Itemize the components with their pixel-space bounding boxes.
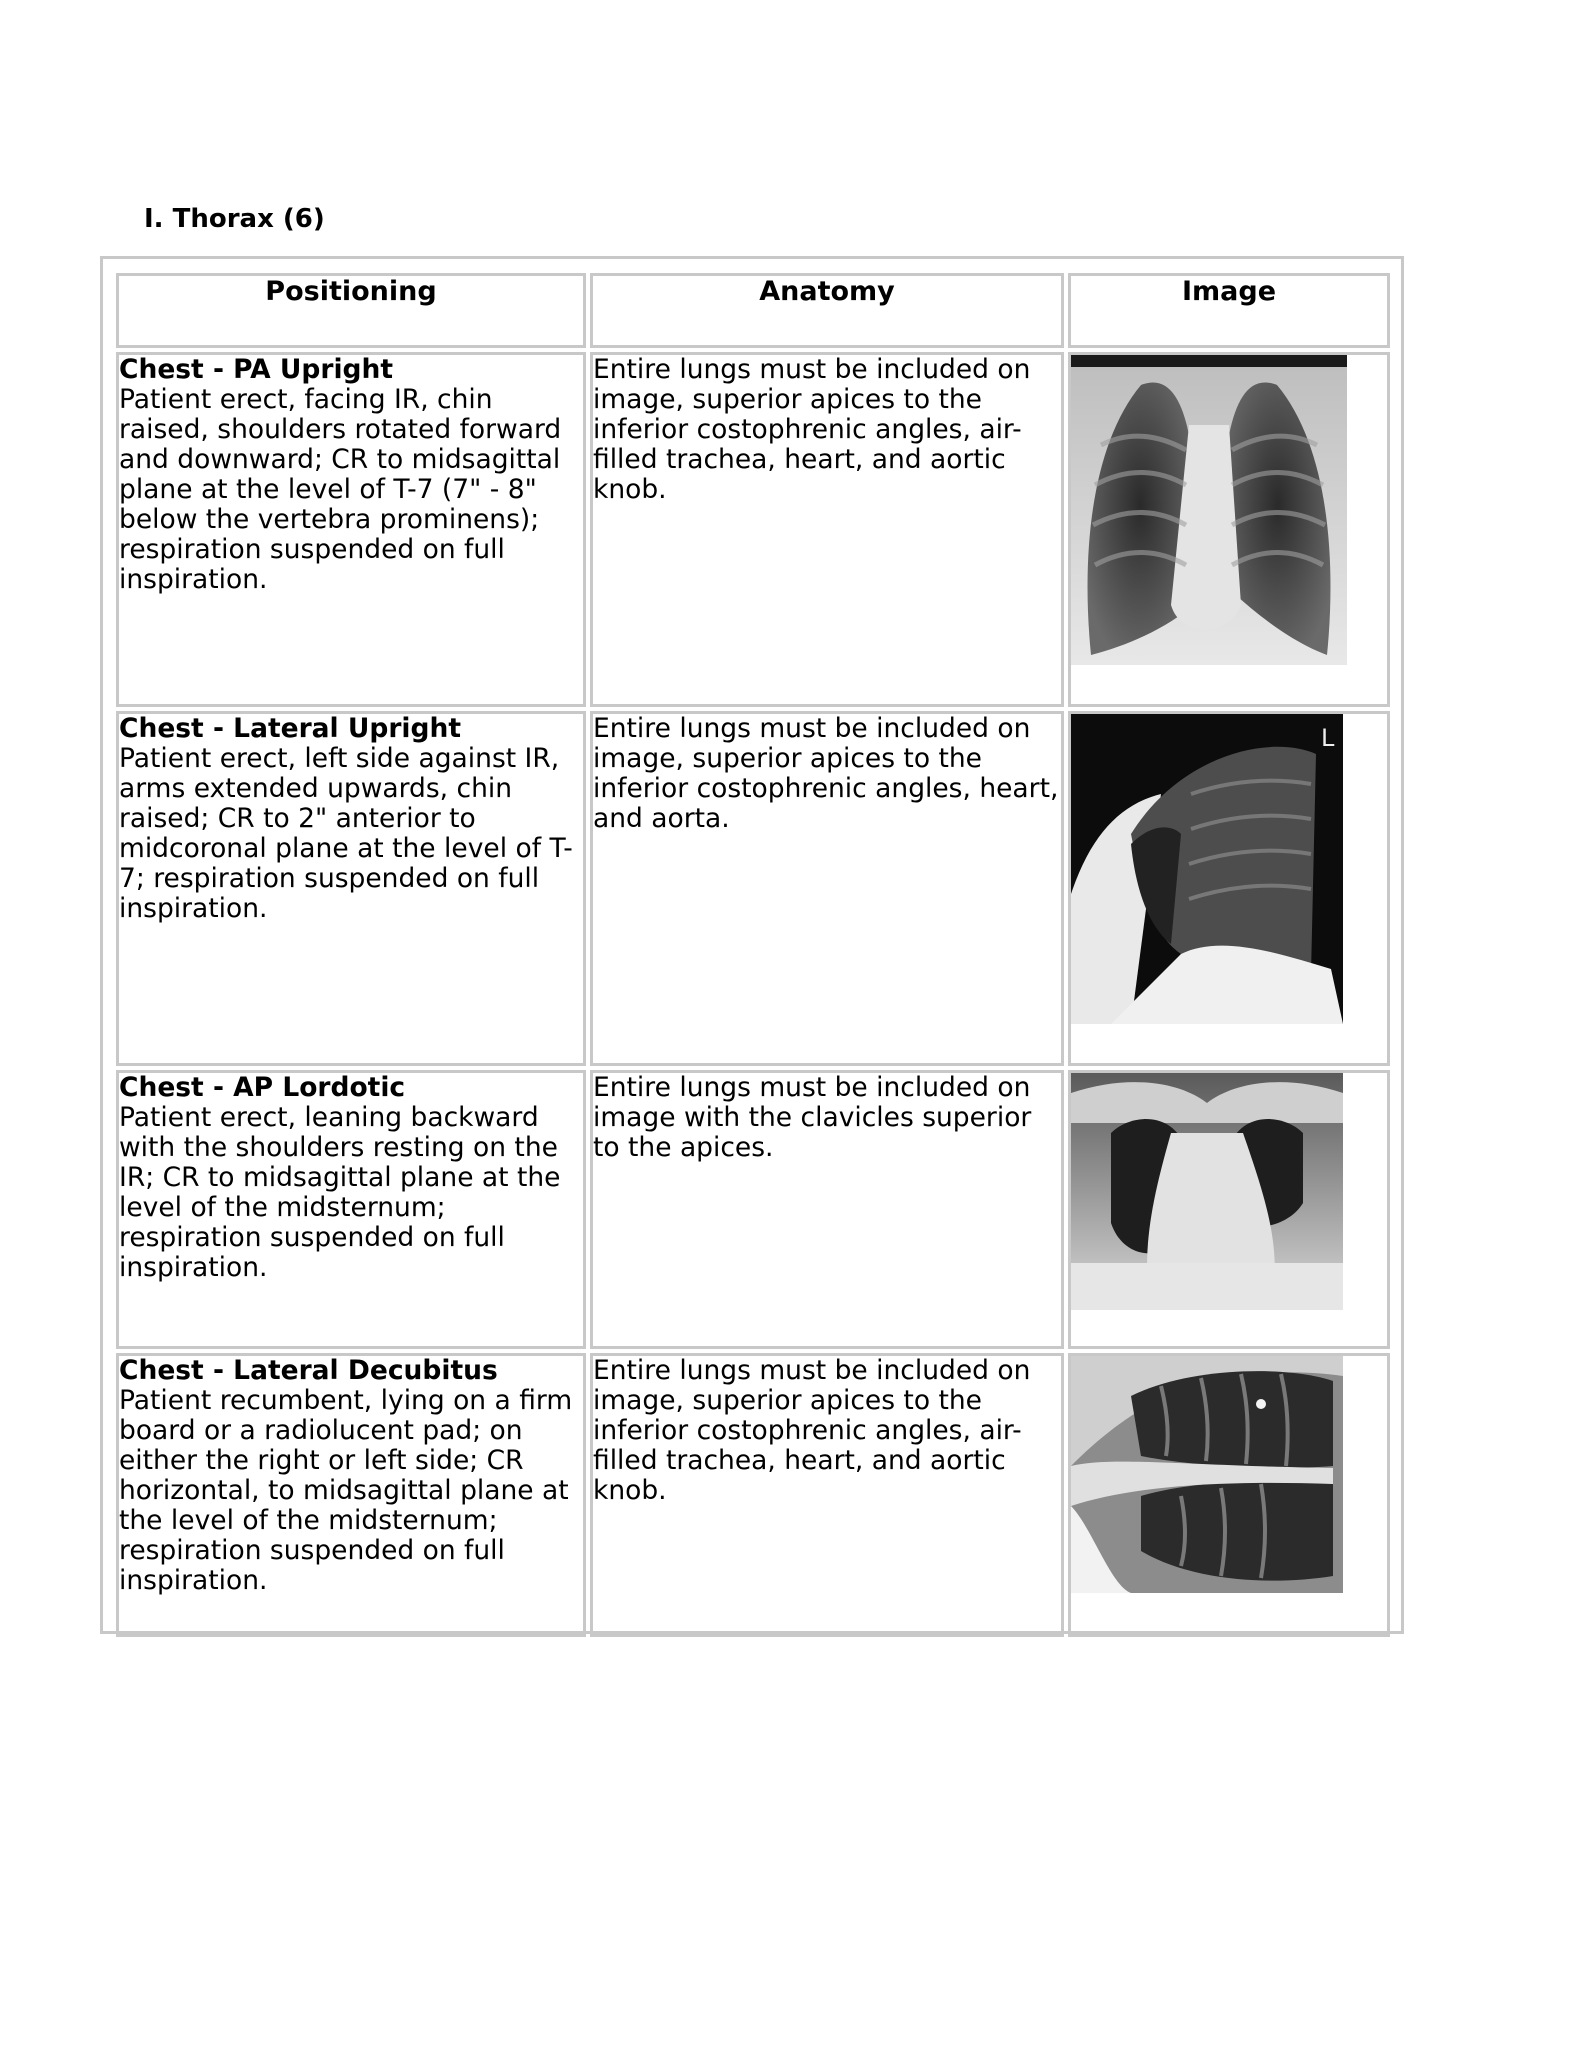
positioning-text: Patient erect, leaning backward with the shoulders resting on the IR; CR to midsagittal plane at the level of the midsternum; respiration suspended on full inspiration. (119, 1102, 561, 1283)
header-positioning: Positioning (116, 273, 586, 348)
image-cell (1068, 1353, 1390, 1637)
section-title: I. Thorax (6) (144, 204, 325, 234)
view-title: Chest - AP Lordotic (119, 1072, 406, 1103)
positioning-text: Patient erect, facing IR, chin raised, shoulders rotated forward and downward; CR to midsagittal plane at the level of T-7 (7" - 8" below the vertebra prominens); respiration suspended on full inspiration. (119, 384, 562, 595)
positioning-cell (116, 711, 586, 1066)
header-image: Image (1068, 273, 1390, 348)
anatomy-text: Entire lungs must be included on image, superior apices to the inferior costophrenic angles, air-filled trachea, heart, and aortic knob. (593, 354, 1031, 505)
image-cell (1068, 352, 1390, 707)
table-row (116, 711, 1390, 1066)
chest-xray-decubitus-image (1071, 1356, 1343, 1593)
anatomy-text: Entire lungs must be included on image with the clavicles superior to the apices. (593, 1072, 1032, 1163)
table-row (116, 352, 1390, 707)
positioning-text: Patient erect, left side against IR, arms extended upwards, chin raised; CR to 2" anterior to midcoronal plane at the level of T-7; respiration suspended on full inspiration. (119, 743, 573, 924)
positioning-cell (116, 1353, 586, 1637)
positioning-cell (116, 1070, 586, 1349)
positioning-table (112, 269, 1394, 1641)
view-title: Chest - Lateral Decubitus (119, 1355, 498, 1386)
lateral-marker-label: L (1321, 724, 1335, 752)
table-row (116, 1353, 1390, 1637)
positioning-text: Patient recumbent, lying on a firm board or a radiolucent pad; on either the right or left side; CR horizontal, to midsagittal plane at the level of the midsternum; respiration suspended on full inspiration. (119, 1385, 573, 1596)
anatomy-text: Entire lungs must be included on image, superior apices to the inferior costophrenic angles, air-filled trachea, heart, and aortic knob. (593, 1355, 1031, 1506)
image-cell (1068, 711, 1390, 1066)
chest-xray-lateral-image (1071, 714, 1343, 1024)
positioning-cell (116, 352, 586, 707)
table-row (116, 1070, 1390, 1349)
anatomy-cell (590, 1353, 1064, 1637)
table-header-row (116, 273, 1390, 348)
view-title: Chest - Lateral Upright (119, 713, 461, 744)
anatomy-cell (590, 352, 1064, 707)
view-title: Chest - PA Upright (119, 354, 394, 385)
header-anatomy: Anatomy (590, 273, 1064, 348)
anatomy-cell (590, 711, 1064, 1066)
image-cell (1068, 1070, 1390, 1349)
chest-xray-pa-image (1071, 355, 1347, 665)
chest-xray-ap-lordotic-image (1071, 1073, 1343, 1310)
anatomy-text: Entire lungs must be included on image, superior apices to the inferior costophrenic angles, heart, and aorta. (593, 713, 1059, 834)
positioning-table-frame (100, 256, 1404, 1634)
anatomy-cell (590, 1070, 1064, 1349)
